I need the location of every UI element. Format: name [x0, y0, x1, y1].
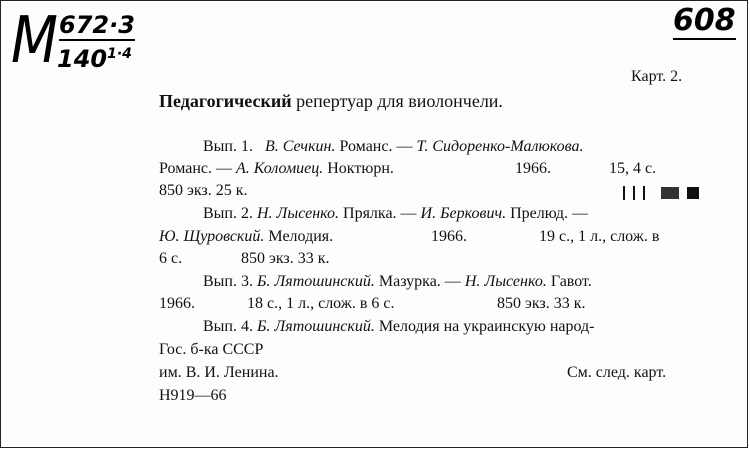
- author: Б. Лятошинский.: [256, 318, 375, 335]
- line-8-pages: 18 с., 1 л., слож. в 6 с.: [247, 295, 395, 312]
- author: Н. Лысенко.: [464, 273, 547, 290]
- lead: Вып. 2.: [203, 205, 253, 222]
- library-stamp-line1: Гос. б-ка СССР: [159, 341, 264, 358]
- line-1: [203, 137, 583, 157]
- line-8-year: 1966.: [159, 295, 195, 312]
- work: Романс. —: [159, 160, 232, 177]
- author: Ю. Щуровский.: [159, 228, 265, 245]
- lead: Вып. 4.: [203, 318, 253, 335]
- author: А. Коломиец.: [235, 160, 324, 177]
- work: Гавот.: [550, 273, 592, 290]
- line-6-copies: 850 экз. 33 к.: [241, 250, 330, 267]
- card-number: 608: [673, 3, 736, 38]
- author: Б. Лятошинский.: [256, 273, 375, 290]
- line-4: [203, 204, 588, 224]
- work: Мелодия на украинскую народ-: [378, 318, 595, 335]
- work: Ноктюрн.: [327, 160, 394, 177]
- line-5-year: 1966.: [431, 228, 467, 245]
- card-label: Карт. 2.: [631, 68, 683, 85]
- scan-mark: [623, 184, 699, 202]
- line-7: [203, 272, 592, 292]
- author: Н. Лысенко.: [256, 205, 340, 222]
- shelfmark-line2-sup: 1·4: [107, 46, 132, 62]
- line-8-copies: 850 экз. 33 к.: [497, 295, 586, 312]
- line-2-year: 1966.: [515, 160, 551, 177]
- work: Прялка. —: [343, 205, 417, 222]
- title-bold: Педагогический: [159, 91, 292, 111]
- work: Прелюд. —: [510, 205, 589, 222]
- line-5-pages: 19 с., 1 л., слож. в: [539, 228, 660, 245]
- line-9: [203, 317, 595, 337]
- work: Мелодия.: [268, 228, 334, 245]
- author: И. Беркович.: [420, 205, 507, 222]
- line-3: 850 экз. 25 к.: [159, 182, 248, 199]
- line-2: [159, 159, 394, 179]
- lead: Вып. 1.: [203, 138, 253, 155]
- shelfmark-line2: [57, 45, 132, 73]
- see-next-card: См. след. карт.: [567, 364, 667, 381]
- work: Романс. —: [339, 138, 413, 155]
- line-6-pages: 6 с.: [159, 250, 183, 267]
- shelfmark-line1: 672·3: [59, 11, 135, 39]
- card-code: Н919—66: [159, 387, 227, 404]
- shelfmark-line2-main: 140: [57, 45, 108, 73]
- work: Мазурка. —: [378, 273, 461, 290]
- shelfmark-letter: М: [11, 4, 58, 78]
- line-5: [159, 227, 333, 247]
- line-2-pages: 15, 4 с.: [609, 160, 657, 177]
- lead: Вып. 3.: [203, 273, 253, 290]
- author: Т. Сидоренко-Малюкова.: [416, 138, 584, 155]
- author: В. Сечкин.: [264, 138, 336, 155]
- title-rest: репертуар для виолончели.: [296, 91, 503, 111]
- title: [159, 91, 503, 112]
- library-stamp-line2: им. В. И. Ленина.: [159, 364, 279, 381]
